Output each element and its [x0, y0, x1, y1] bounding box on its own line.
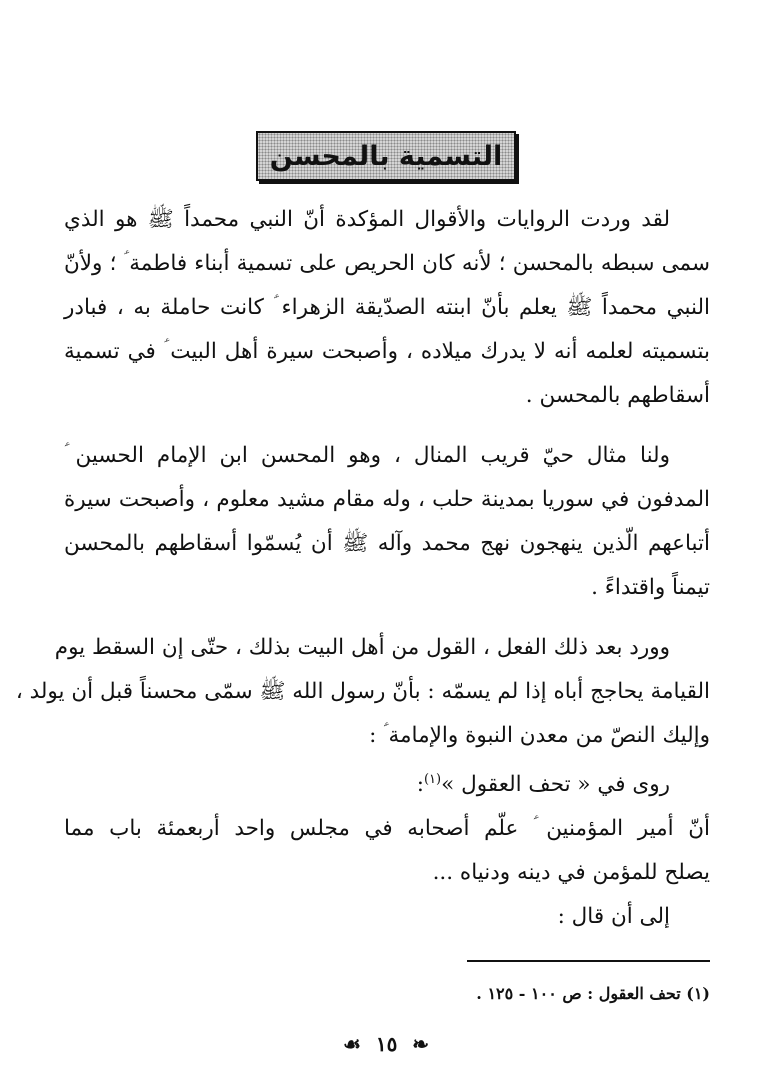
quote-colon: :: [416, 772, 424, 798]
chapter-title: التسمية بالمحسن: [269, 140, 503, 172]
footnote-reference: (١): [423, 772, 442, 787]
ornament-left-icon: ☙: [342, 1032, 361, 1056]
page-number-value: ١٥: [375, 1032, 398, 1056]
paragraph-1: [64, 198, 710, 418]
text-line: ولنا مثال حيّ قريب المنال ، وهو المحسن ابن الإمام الحسين ؑ: [64, 443, 670, 468]
text-line: أتباعهم الّذين ينهجون نهج محمد وآله ﷺ أن يُسمّوا أسقاطهم بالمحسن: [64, 531, 710, 556]
text-line: [64, 758, 710, 807]
text-line: القيامة يحاجج أباه إذا لم يسمّه : بأنّ رسول الله ﷺ سمّى محسناً قبل أن يولد ،: [15, 679, 710, 704]
text-line: أنّ أمير المؤمنين ؑ علّم أصحابه في مجلس واحد أربعمئة باب مما: [64, 816, 710, 842]
paragraph-2: [64, 434, 710, 610]
text-line: وإليك النصّ من معدن النبوة والإمامة ؑ :: [369, 723, 710, 748]
chapter-title-box: [256, 131, 516, 181]
text-line: المدفون في سوريا بمدينة حلب ، وله مقام مشيد معلوم ، وأصبحت سيرة: [64, 487, 710, 512]
text-line: بتسميته لعلمه أنه لا يدرك ميلاده ، وأصبحت سيرة أهل البيت ؑ في تسمية: [64, 339, 710, 364]
text-line: لقد وردت الروايات والأقوال المؤكدة أنّ النبي محمداً ﷺ هو الذي: [64, 207, 670, 232]
ornament-right-icon: ❧: [412, 1032, 430, 1056]
text-line: إلى أن قال :: [557, 904, 670, 930]
paragraph-3: [15, 626, 710, 758]
footnote-divider: [467, 960, 710, 962]
paragraph-4: [64, 758, 710, 807]
body-text: [15, 198, 710, 939]
page-number: [0, 1032, 772, 1056]
text-line: سمى سبطه بالمحسن ؛ لأنه كان الحريص على تسمية أبناء فاطمة ؑ ؛ ولأنّ: [64, 251, 710, 276]
text-line: أسقاطهم بالمحسن .: [525, 383, 710, 408]
text-line: تيمناً واقتداءً .: [591, 575, 710, 600]
text-line: النبي محمداً ﷺ يعلم بأنّ ابنته الصدّيقة الزهراء ؑ كانت حاملة به ، فبادر: [64, 295, 710, 320]
footnote: (١) تحف العقول : ص ١٠٠ - ١٢٥ .: [476, 984, 710, 1003]
paragraph-5: [64, 807, 710, 895]
text-line: وورد بعد ذلك الفعل ، القول من أهل البيت بذلك ، حتّى إن السقط يوم: [54, 635, 670, 660]
quote-intro: روى في « تحف العقول »: [441, 772, 670, 798]
paragraph-6: [64, 895, 710, 939]
text-line: يصلح للمؤمن في دينه ودنياه ...: [432, 860, 710, 886]
